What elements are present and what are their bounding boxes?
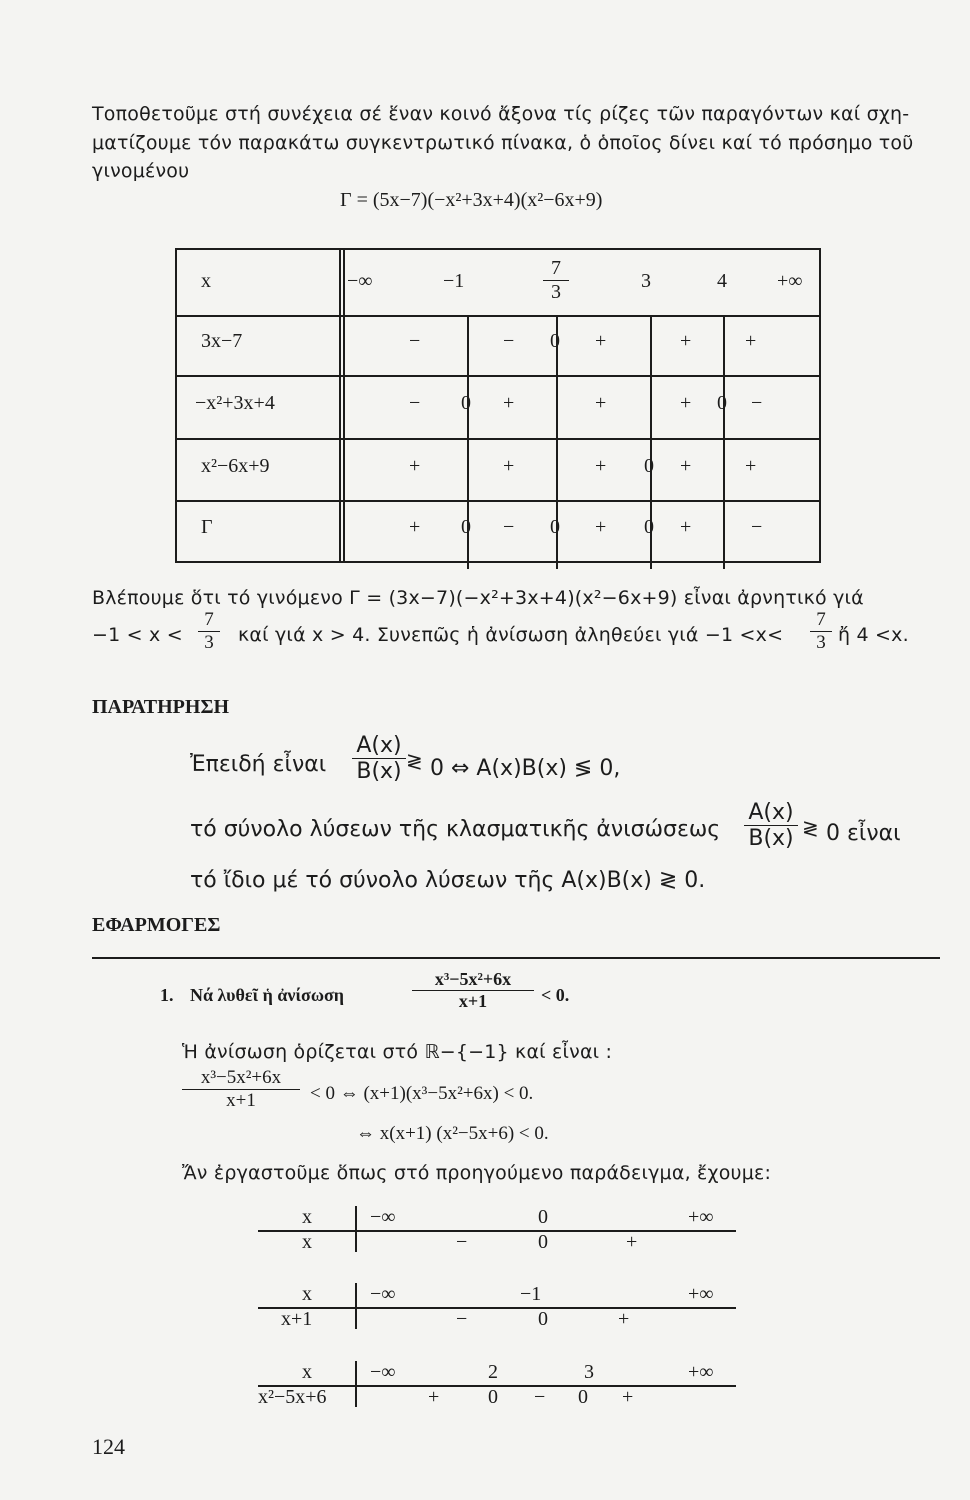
sign-cell: + xyxy=(595,392,607,414)
intro-line-1: Τοποθετοῦμε στή συνέχεια σέ ἕναν κοινό ἄξονα τίς ρίζες τῶν παραγόντων καί σχη- xyxy=(92,103,910,125)
sign-cell: + xyxy=(503,392,515,414)
st3-header-label: x xyxy=(302,1361,312,1383)
sign-cell: − xyxy=(409,392,421,414)
sign-cell: + xyxy=(595,455,607,477)
st1-sign: + xyxy=(626,1231,638,1253)
sign-cell: − xyxy=(503,516,515,538)
st3-sign: 0 xyxy=(578,1386,588,1408)
sign-cell: + xyxy=(409,455,421,477)
sign-cell: 0 xyxy=(550,516,560,538)
sign-cell: + xyxy=(595,330,607,352)
st1-sign: − xyxy=(456,1231,468,1253)
sign-cell: + xyxy=(680,392,692,414)
product-formula: Γ = (5x−7)(−x²+3x+4)(x²−6x+9) xyxy=(340,189,603,211)
page-number: 124 xyxy=(92,1434,125,1459)
st2-sign: − xyxy=(456,1308,468,1330)
sign-cell: − xyxy=(503,330,515,352)
sign-cell: 0 xyxy=(461,516,471,538)
fraction-seven-thirds: 7 3 xyxy=(198,610,220,653)
header-plus-inf: +∞ xyxy=(777,270,803,292)
remark-line-1a: Ἐπειδή εἶναι xyxy=(190,752,327,777)
sign-cell: + xyxy=(503,455,515,477)
st2-sign: 0 xyxy=(538,1308,548,1330)
sign-cell: + xyxy=(680,455,692,477)
intro-line-3: γινομένου xyxy=(92,160,190,182)
st3-h-minus-inf: −∞ xyxy=(370,1361,396,1383)
sign-cell: − xyxy=(751,516,763,538)
sign-cell: + xyxy=(680,330,692,352)
header-minus-one: −1 xyxy=(443,270,465,292)
exercise-fraction: x³−5x²+6x x+1 xyxy=(412,970,534,1011)
conclusion-line-2a: −1 < x < xyxy=(92,624,183,646)
st3-sign: + xyxy=(622,1386,634,1408)
exercise-relation: < 0. xyxy=(541,985,570,1005)
conclusion-line-2b: καί γιά x > 4. Συνεπῶς ἡ ἀνίσωση ἀληθεύει γιά −1 <x< xyxy=(238,624,784,646)
header-three: 3 xyxy=(641,270,651,292)
sign-cell: + xyxy=(745,330,757,352)
st1-h-minus-inf: −∞ xyxy=(370,1206,396,1228)
applications-title: ΕΦΑΡΜΟΓΕΣ xyxy=(92,914,221,936)
sign-table xyxy=(175,248,821,563)
row-label-3x-7: 3x−7 xyxy=(201,330,243,352)
st2-sign: + xyxy=(618,1308,630,1330)
st1-header-label: x xyxy=(302,1206,312,1228)
remark-line-1b: 0 ⇔ A(x)B(x) ≶ 0, xyxy=(430,756,621,781)
sign-cell: − xyxy=(409,330,421,352)
st1-sign: 0 xyxy=(538,1231,548,1253)
st3-sign: + xyxy=(428,1386,440,1408)
sign-cell: 0 xyxy=(550,330,560,352)
sign-cell: + xyxy=(745,455,757,477)
exercise-number: 1. xyxy=(160,985,174,1005)
st1-h-zero: 0 xyxy=(538,1206,548,1228)
sign-cell: + xyxy=(680,516,692,538)
sign-cell: 0 xyxy=(644,455,654,477)
section-rule xyxy=(92,957,940,959)
st2-h-plus-inf: +∞ xyxy=(688,1283,714,1305)
conclusion-line-1: Βλέπουμε ὅτι τό γινόμενο Γ = (3x−7)(−x²+3x+4)(x²−6x+9) εἶναι ἀρνητικό γιά xyxy=(92,587,864,609)
intro-line-2: ματίζουμε τόν παρακάτω συγκεντρωτικό πίνακα, ὁ ὁποῖος δίνει καί τό πρόσημο τοῦ xyxy=(92,132,914,154)
sign-cell: + xyxy=(595,516,607,538)
fraction-a-over-b-2: A(x) B(x) xyxy=(744,801,798,850)
conclusion-line-2c: ἤ 4 <x. xyxy=(838,624,909,646)
exercise-text: Νά λυθεῖ ἡ ἀνίσωση xyxy=(190,985,344,1005)
eq1-fraction: x³−5x²+6x x+1 xyxy=(182,1068,300,1111)
st3-sign: 0 xyxy=(488,1386,498,1408)
st2-h-minus-one: −1 xyxy=(520,1283,542,1305)
st1-h-plus-inf: +∞ xyxy=(688,1206,714,1228)
header-minus-inf: −∞ xyxy=(347,270,373,292)
remark-line-2a: τό σύνολο λύσεων τῆς κλασματικῆς ἀνισώσεως xyxy=(190,817,721,842)
remark-title: ΠΑΡΑΤΗΡΗΣΗ xyxy=(92,696,230,718)
st1-row-label: x xyxy=(302,1231,312,1253)
work-line: Ἄν ἐργαστοῦμε ὅπως στό προηγούμενο παράδειγμα, ἔχουμε: xyxy=(182,1162,772,1184)
sign-cell: 0 xyxy=(717,392,727,414)
sign-cell: 0 xyxy=(461,392,471,414)
st3-sign: − xyxy=(534,1386,546,1408)
st3-h-two: 2 xyxy=(488,1361,498,1383)
sign-cell: − xyxy=(751,392,763,414)
gtlt-symbol-2: ≷ xyxy=(802,816,819,840)
sign-cell: + xyxy=(409,516,421,538)
eq1-rest: < 0 ⇔ (x+1)(x³−5x²+6x) < 0. xyxy=(310,1083,534,1104)
header-seven-thirds: 7 3 xyxy=(543,258,569,303)
row-label-quadratic-b: x²−6x+9 xyxy=(201,455,270,477)
st3-row-label: x²−5x+6 xyxy=(258,1386,327,1408)
st2-h-minus-inf: −∞ xyxy=(370,1283,396,1305)
st2-header-label: x xyxy=(302,1283,312,1305)
st2-row-label: x+1 xyxy=(281,1308,313,1330)
st3-h-plus-inf: +∞ xyxy=(688,1361,714,1383)
gtlt-symbol: ≷ xyxy=(406,749,423,773)
header-four: 4 xyxy=(717,270,727,292)
fraction-seven-thirds-2: 7 3 xyxy=(810,610,832,653)
remark-line-2b: 0 εἶναι xyxy=(826,821,901,846)
fraction-a-over-b: A(x) B(x) xyxy=(352,734,406,783)
header-x: x xyxy=(201,270,211,292)
domain-line: Ἡ ἀνίσωση ὁρίζεται στό ℝ−{−1} καί εἶναι : xyxy=(182,1041,613,1063)
row-label-gamma: Γ xyxy=(201,516,213,538)
eq2-line: ⇔ x(x+1) (x²−5x+6) < 0. xyxy=(356,1123,549,1144)
remark-line-3: τό ἴδιο μέ τό σύνολο λύσεων τῆς A(x)B(x) ≷ 0. xyxy=(190,868,706,893)
sign-cell: 0 xyxy=(644,516,654,538)
row-label-quadratic-a: −x²+3x+4 xyxy=(195,392,275,414)
st3-h-three: 3 xyxy=(584,1361,594,1383)
